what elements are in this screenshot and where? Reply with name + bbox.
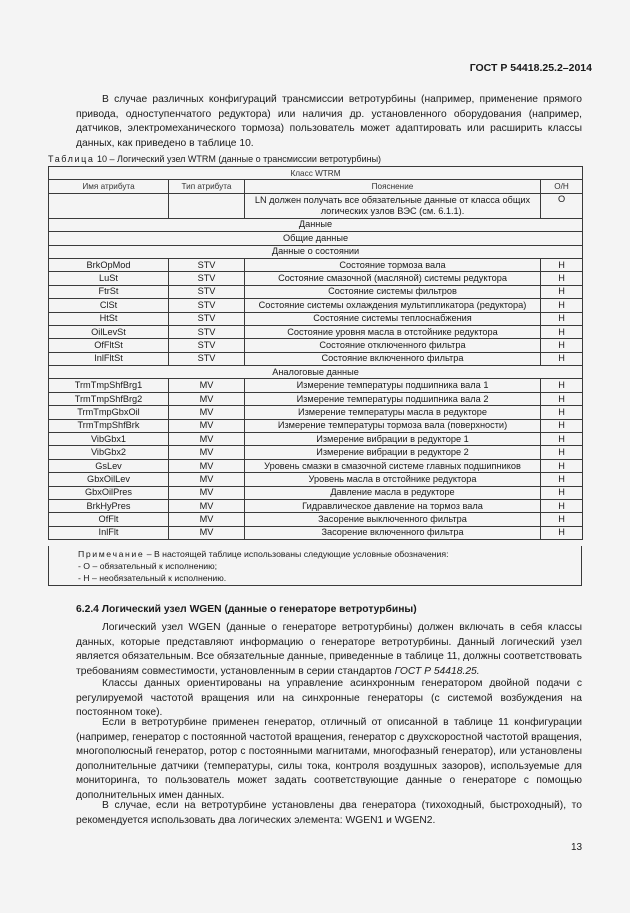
table-row bbox=[49, 459, 583, 472]
attr-name-cell: GsLev bbox=[49, 459, 169, 472]
table-row bbox=[49, 499, 583, 512]
table-row bbox=[49, 419, 583, 432]
attr-type-cell: MV bbox=[169, 513, 245, 526]
wtrm-table bbox=[48, 166, 583, 540]
attr-type-cell: MV bbox=[169, 379, 245, 392]
on-cell: Н bbox=[541, 312, 583, 325]
explanation-cell: Давление масла в редукторе bbox=[245, 486, 541, 499]
note-label: Примечание bbox=[78, 549, 145, 559]
header-row bbox=[49, 180, 583, 193]
explanation-cell: Состояние отключенного фильтра bbox=[245, 339, 541, 352]
attr-type-cell: MV bbox=[169, 406, 245, 419]
explanation-cell: Уровень смазки в смазочной системе главных подшипников bbox=[245, 459, 541, 472]
table-caption-prefix: Таблица bbox=[48, 154, 95, 164]
section-row bbox=[49, 245, 583, 258]
section-status: Данные о состоянии bbox=[49, 245, 583, 258]
explanation-cell: Измерение температуры подшипника вала 2 bbox=[245, 392, 541, 405]
explanation-cell: Измерение вибрации в редукторе 2 bbox=[245, 446, 541, 459]
cell-empty bbox=[169, 193, 245, 218]
explanation-cell: Измерение вибрации в редукторе 1 bbox=[245, 433, 541, 446]
section-row bbox=[49, 232, 583, 245]
section-heading: 6.2.4 Логический узел WGEN (данные о генераторе ветротурбины) bbox=[76, 604, 417, 615]
table-caption-text: 10 – Логический узел WTRM (данные о трансмиссии ветротурбины) bbox=[97, 154, 382, 164]
explanation-cell: Состояние системы фильтров bbox=[245, 285, 541, 298]
note-line-1: - О – обязательный к исполнению; bbox=[78, 561, 218, 572]
ln-row bbox=[49, 193, 583, 218]
attr-name-cell: TrmTmpShfBrk bbox=[49, 419, 169, 432]
attr-name-cell: VibGbx2 bbox=[49, 446, 169, 459]
attr-name-cell: TrmTmpShfBrg1 bbox=[49, 379, 169, 392]
explanation-cell: Состояние смазочной (масляной) системы редуктора bbox=[245, 272, 541, 285]
explanation-cell: Гидравлическое давление на тормоз вала bbox=[245, 499, 541, 512]
on-cell: Н bbox=[541, 379, 583, 392]
table-row bbox=[49, 272, 583, 285]
attr-name-cell: VibGbx1 bbox=[49, 433, 169, 446]
attr-type-cell: STV bbox=[169, 285, 245, 298]
paragraph-1-ref: ГОСТ Р 54418.25. bbox=[394, 665, 480, 677]
on-cell: Н bbox=[541, 285, 583, 298]
col-on: О/Н bbox=[541, 180, 583, 193]
table-row bbox=[49, 352, 583, 365]
explanation-cell: Состояние уровня масла в отстойнике редуктора bbox=[245, 325, 541, 338]
table-row bbox=[49, 513, 583, 526]
on-cell: Н bbox=[541, 433, 583, 446]
attr-type-cell: MV bbox=[169, 473, 245, 486]
attr-name-cell: InlFlt bbox=[49, 526, 169, 539]
attr-type-cell: STV bbox=[169, 312, 245, 325]
section-common: Общие данные bbox=[49, 232, 583, 245]
attr-name-cell: OfFltSt bbox=[49, 339, 169, 352]
attr-name-cell: OilLevSt bbox=[49, 325, 169, 338]
explanation-cell: Засорение включенного фильтра bbox=[245, 526, 541, 539]
col-explanation: Пояснение bbox=[245, 180, 541, 193]
attr-name-cell: OfFlt bbox=[49, 513, 169, 526]
note-line bbox=[78, 548, 581, 560]
explanation-cell: Измерение температуры тормоза вала (поверхности) bbox=[245, 419, 541, 432]
attr-type-cell: STV bbox=[169, 258, 245, 271]
explanation-cell: Уровень масла в отстойнике редуктора bbox=[245, 473, 541, 486]
table-row bbox=[49, 339, 583, 352]
table-row bbox=[49, 473, 583, 486]
attr-name-cell: HtSt bbox=[49, 312, 169, 325]
standard-id: ГОСТ Р 54418.25.2–2014 bbox=[469, 62, 592, 74]
col-attr-name: Имя атрибута bbox=[49, 180, 169, 193]
attr-name-cell: LuSt bbox=[49, 272, 169, 285]
on-cell: Н bbox=[541, 272, 583, 285]
table-row bbox=[49, 258, 583, 271]
on-cell: Н bbox=[541, 446, 583, 459]
table-row bbox=[49, 446, 583, 459]
on-cell: Н bbox=[541, 526, 583, 539]
explanation-cell: Состояние включенного фильтра bbox=[245, 352, 541, 365]
table-row bbox=[49, 299, 583, 312]
on-cell: Н bbox=[541, 392, 583, 405]
on-cell: Н bbox=[541, 352, 583, 365]
paragraph-4: В случае, если на ветротурбине установлены два генератора (тихоходный, быстроходный), то рекомендуется использовать два логических элемента: WGEN1 и WGEN2. bbox=[76, 800, 582, 826]
on-cell: Н bbox=[541, 258, 583, 271]
table-row bbox=[49, 486, 583, 499]
attr-type-cell: STV bbox=[169, 325, 245, 338]
attr-name-cell: InlFltSt bbox=[49, 352, 169, 365]
on-cell: Н bbox=[541, 513, 583, 526]
attr-name-cell: TrmTmpGbxOil bbox=[49, 406, 169, 419]
attr-name-cell: BrkHyPres bbox=[49, 499, 169, 512]
on-cell: Н bbox=[541, 419, 583, 432]
on-cell: Н bbox=[541, 486, 583, 499]
paragraph-1 bbox=[76, 621, 582, 679]
attr-name-cell: BrkOpMod bbox=[49, 258, 169, 271]
table-row bbox=[49, 325, 583, 338]
ln-on: О bbox=[541, 193, 583, 218]
table-row bbox=[49, 379, 583, 392]
class-name: Класс WTRM bbox=[49, 167, 583, 180]
paragraph-1-text: Логический узел WGEN (данные о генераторе ветротурбины) должен включать в себя классы данных, которые представляют информацию о генераторе ветротурбины. Данный логический узел является обязательным. Все обязательные данные, приведенные в таблице 11, должны соответствовать требованиям совместимости, установленным в серии стандартов bbox=[76, 622, 582, 677]
section-data: Данные bbox=[49, 218, 583, 231]
attr-type-cell: MV bbox=[169, 392, 245, 405]
class-row bbox=[49, 167, 583, 180]
note-line-2: - Н – необязательный к исполнению. bbox=[78, 573, 227, 584]
paragraph-2: Классы данных ориентированы на управление асинхронным генератором двойной подачи с регулируемой частотой вращения или на синхронные генераторы (с системой возбуждения на постоянном токе). bbox=[76, 678, 582, 719]
attr-type-cell: MV bbox=[169, 486, 245, 499]
on-cell: Н bbox=[541, 406, 583, 419]
attr-type-cell: MV bbox=[169, 433, 245, 446]
attr-name-cell: GbxOilLev bbox=[49, 473, 169, 486]
on-cell: Н bbox=[541, 339, 583, 352]
note-text: – В настоящей таблице использованы следующие условные обозначения: bbox=[144, 549, 449, 559]
explanation-cell: Состояние системы охлаждения мультипликатора (редуктора) bbox=[245, 299, 541, 312]
table-row bbox=[49, 285, 583, 298]
attr-name-cell: TrmTmpShfBrg2 bbox=[49, 392, 169, 405]
attr-name-cell: FtrSt bbox=[49, 285, 169, 298]
attr-type-cell: STV bbox=[169, 272, 245, 285]
intro-paragraph: В случае различных конфигураций трансмиссии ветротурбины (например, применение прямого привода, одноступенчатого редуктора) или наличия др. установленного оборудования (например, датчиков, электромеханического тормоза) пользователь может адаптировать или расширить классы данных, как приведено в таблице 10. bbox=[76, 94, 582, 149]
table-note bbox=[48, 546, 582, 586]
ln-explanation: LN должен получать все обязательные данные от класса общих логических узлов ВЭС (см. 6.1.1). bbox=[245, 193, 541, 218]
section-row bbox=[49, 218, 583, 231]
attr-name-cell: GbxOilPres bbox=[49, 486, 169, 499]
explanation-cell: Состояние системы теплоснабжения bbox=[245, 312, 541, 325]
attr-type-cell: MV bbox=[169, 459, 245, 472]
table-row bbox=[49, 392, 583, 405]
on-cell: Н bbox=[541, 299, 583, 312]
explanation-cell: Состояние тормоза вала bbox=[245, 258, 541, 271]
table-row bbox=[49, 526, 583, 539]
on-cell: Н bbox=[541, 459, 583, 472]
attr-name-cell: ClSt bbox=[49, 299, 169, 312]
explanation-cell: Измерение температуры подшипника вала 1 bbox=[245, 379, 541, 392]
col-attr-type: Тип атрибута bbox=[169, 180, 245, 193]
attr-type-cell: STV bbox=[169, 339, 245, 352]
section-row bbox=[49, 366, 583, 379]
paragraph-3: Если в ветротурбине применен генератор, отличный от описанной в таблице 11 конфигурации (например, генератор с постоянной частотой вращения, генератор с двухскоростной частотой вращения, многополюсный генератор, ротор с постоянными магнитами, многофазный генератор), или установлены дополнительные датчики (температуры, силы тока, контроля воздушных зазоров), используемые для мониторинга, то пользователь может задать соответствующие данные о генераторе с помощью дополнительных имен данных. bbox=[76, 717, 582, 801]
table-row bbox=[49, 312, 583, 325]
section-analog: Аналоговые данные bbox=[49, 366, 583, 379]
table-caption bbox=[48, 154, 381, 164]
attr-type-cell: MV bbox=[169, 499, 245, 512]
attr-type-cell: STV bbox=[169, 299, 245, 312]
table-row bbox=[49, 433, 583, 446]
page-number: 13 bbox=[571, 842, 583, 853]
attr-type-cell: MV bbox=[169, 446, 245, 459]
on-cell: Н bbox=[541, 325, 583, 338]
explanation-cell: Измерение температуры масла в редукторе bbox=[245, 406, 541, 419]
attr-type-cell: MV bbox=[169, 526, 245, 539]
on-cell: Н bbox=[541, 473, 583, 486]
attr-type-cell: STV bbox=[169, 352, 245, 365]
explanation-cell: Засорение выключенного фильтра bbox=[245, 513, 541, 526]
table-row bbox=[49, 406, 583, 419]
on-cell: Н bbox=[541, 499, 583, 512]
attr-type-cell: MV bbox=[169, 419, 245, 432]
cell-empty bbox=[49, 193, 169, 218]
